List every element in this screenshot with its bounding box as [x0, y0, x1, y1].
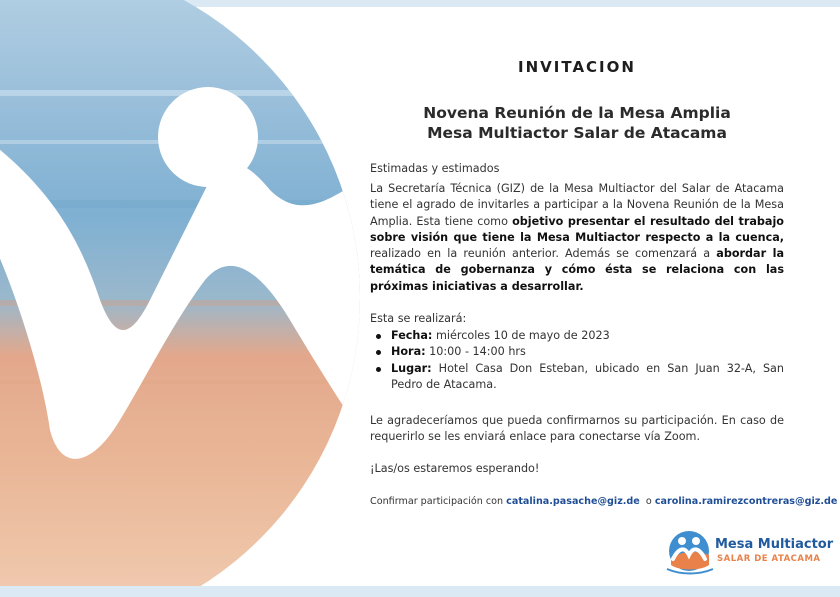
salar-landscape-graphic — [0, 0, 360, 597]
place-label: Lugar: — [391, 361, 432, 375]
intro-text-part2: realizado en la reunión anterior. Además se comenzará a — [370, 247, 717, 261]
bullet-icon — [376, 367, 381, 372]
mesa-multiactor-logo — [665, 529, 834, 575]
logo-title: Mesa Multiactor — [715, 537, 834, 552]
intro-text-part1: La Secretaría Técnica (GIZ) de la Mesa Multiactor del Salar de Atacama tiene el agrado de invitarles a participar a la Novena Reunión de la Mesa Amplia. Esta tiene como — [370, 182, 784, 228]
time-value: 10:00 - 14:00 hrs — [425, 345, 526, 359]
meeting-title: Novena Reunión de la Mesa Amplia — [423, 104, 731, 122]
bullet-icon — [376, 350, 381, 355]
bottom-border-strip — [0, 586, 840, 597]
objective-bold-text: objetivo presentar el resultado del trabajo sobre visión que tiene la Mesa Multiactor respecto a la cuenca, — [370, 214, 784, 244]
logo-subtitle: SALAR DE ATACAMA — [717, 554, 821, 564]
email-link-carolina[interactable]: carolina.ramirezcontreras@giz.de — [654, 496, 838, 507]
bullet-icon — [376, 334, 381, 339]
place-value: Hotel Casa Don Esteban, ubicado en San Juan 32-A, San Pedro de Atacama. — [391, 361, 784, 391]
confirm-line — [370, 496, 838, 507]
governance-bold-text: abordar la temática de gobernanza y cómo ésta se relaciona con las próximas iniciativas a desarrollar. — [370, 247, 784, 293]
email-link-catalina[interactable]: catalina.pasache@giz.de — [506, 496, 640, 507]
confirmation-paragraph: Le agradeceríamos que pueda confirmarnos su participación. En caso de requerirlo se les enviará enlace para conectarse vía Zoom. — [370, 414, 784, 444]
greeting-text: Estimadas y estimados — [370, 162, 500, 175]
details-intro: Esta se realizará: — [370, 312, 467, 325]
time-label: Hora: — [391, 345, 426, 359]
list-item-place — [370, 361, 784, 394]
list-item-date — [370, 328, 784, 344]
logo-mark-icon — [665, 529, 715, 575]
confirm-text: Confirmar participación con — [370, 496, 507, 507]
closing-text: ¡Las/os estaremos esperando! — [370, 462, 540, 475]
details-list — [370, 328, 784, 393]
confirm-separator: o — [639, 496, 655, 507]
date-value: miércoles 10 de mayo de 2023 — [432, 329, 610, 342]
organization-title: Mesa Multiactor Salar de Atacama — [427, 124, 727, 142]
intro-paragraph — [370, 181, 784, 295]
list-item-time — [370, 344, 784, 360]
page-title: INVITACION — [518, 58, 636, 76]
date-label: Fecha: — [391, 329, 433, 342]
